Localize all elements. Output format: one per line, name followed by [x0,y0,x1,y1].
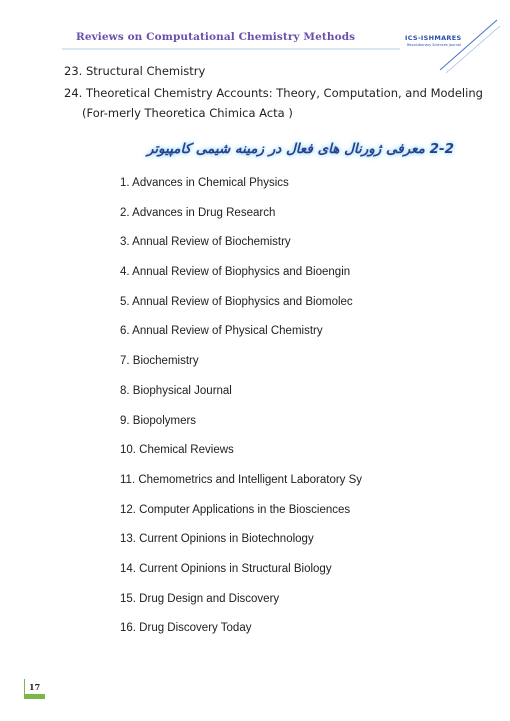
page-number-box [24,679,45,699]
page-number: 17 [29,682,41,692]
journal-list [120,174,362,649]
list-item: 16. Drug Discovery Today [120,622,252,635]
logo-text: ICS-ISHMARES [405,34,462,42]
list-item: 6. Annual Review of Physical Chemistry [120,325,323,338]
intro-item-continuation: (For-merly Theoretica Chimica Acta ) [82,106,293,120]
intro-item: 23. Structural Chemistry [64,64,206,78]
section-banner-text: 2-2 معرفی ژورنال های فعال در زمینه شیمی کامپیوتر [146,141,454,157]
list-item: 13. Current Opinions in Biotechnology [120,533,314,546]
list-item: 15. Drug Design and Discovery [120,592,280,605]
list-item: 4. Annual Review of Biophysics and Bioengin [120,266,351,279]
list-item: 12. Computer Applications in the Biosciences [120,503,351,516]
header-title: Reviews on Computational Chemistry Methods [76,31,356,43]
list-item: 14. Current Opinions in Structural Biology [120,562,332,575]
list-item: 8. Biophysical Journal [120,384,232,397]
section-banner [146,139,454,169]
list-item: 9. Biopolymers [120,414,197,427]
intro-item: 24. Theoretical Chemistry Accounts: Theory, Computation, and Modeling [64,86,483,100]
footer-green-bar [25,694,45,699]
list-item: 1. Advances in Chemical Physics [120,177,289,189]
list-item: 5. Annual Review of Biophysics and Biomolec [120,295,353,308]
list-item: 2. Advances in Drug Research [120,206,276,219]
list-item: 10. Chemical Reviews [120,444,234,457]
journal-logo [405,34,462,50]
list-item: 3. Annual Review of Biochemistry [120,236,291,249]
list-item: 11. Chemometrics and Intelligent Laboratory Sy [120,473,363,486]
logo-subtext: Revolutionary Sciences Journal [407,43,461,47]
list-item: 7. Biochemistry [120,355,199,368]
